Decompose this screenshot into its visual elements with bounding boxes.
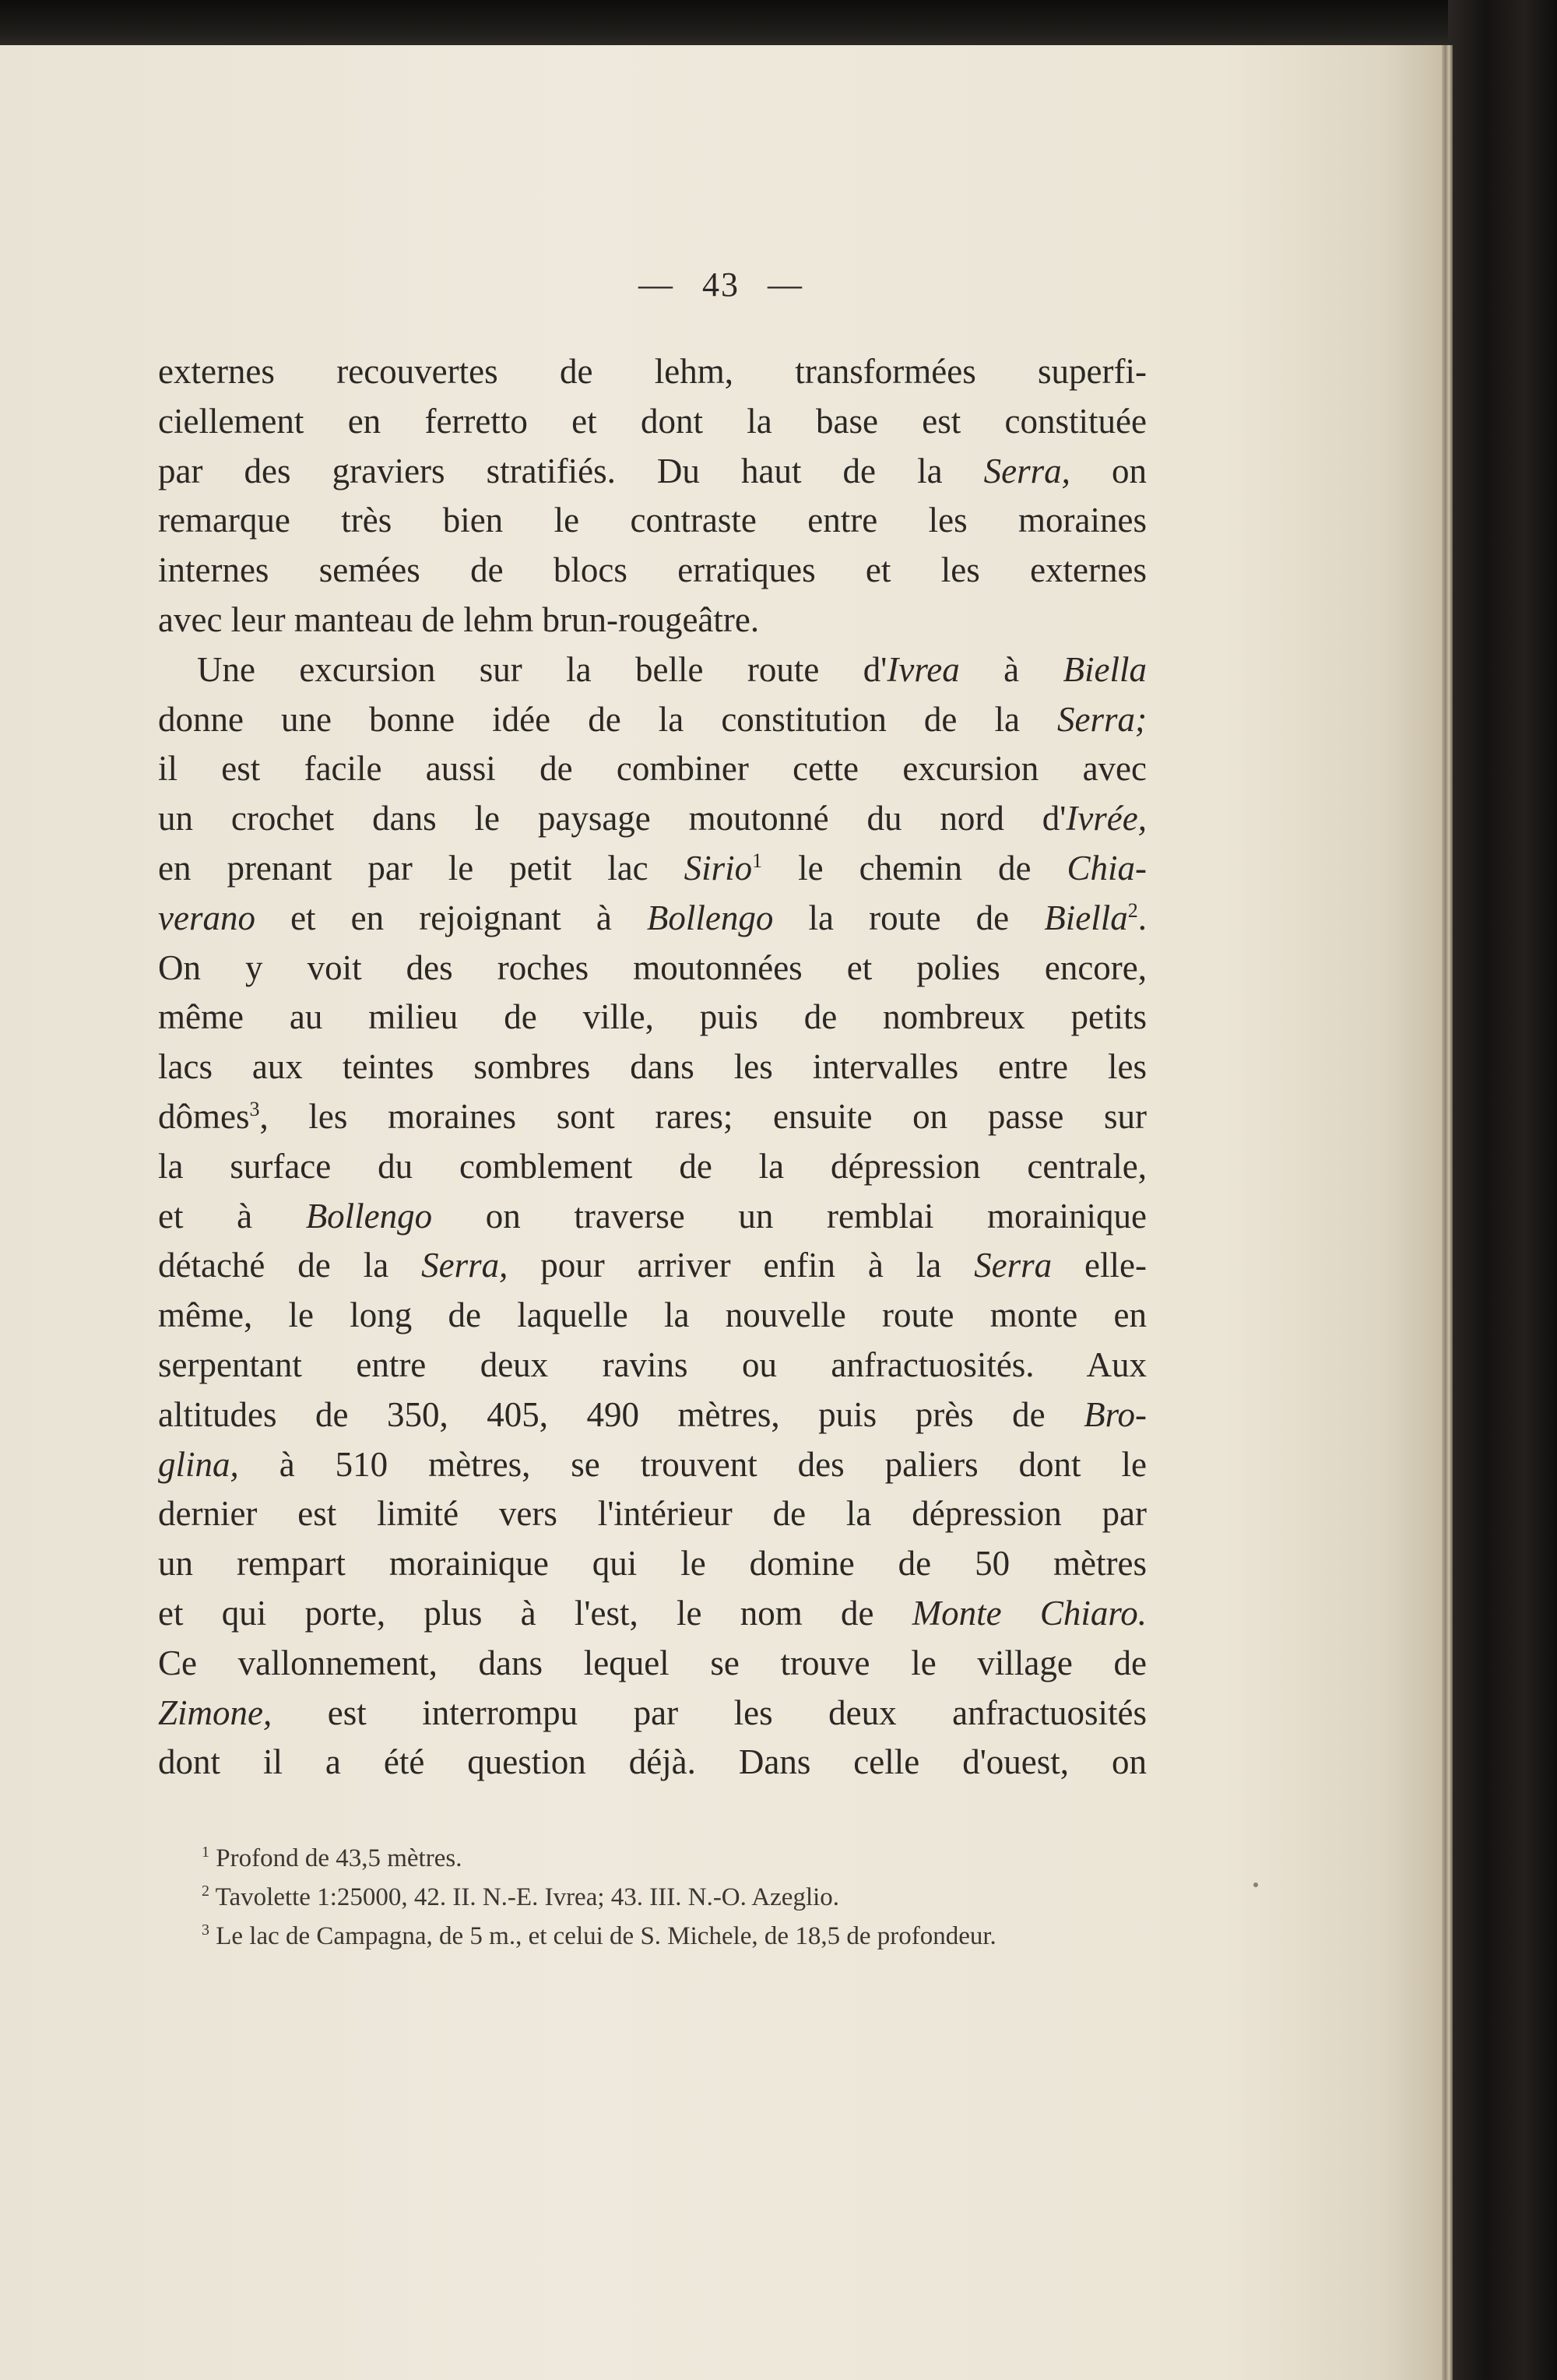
place-name: Ivrée, <box>1066 799 1147 838</box>
text-line <box>158 1440 1147 1490</box>
footnote-text: Tavolette 1:25000, 42. II. N.-E. Ivrea; 43. III. N.-O. Azeglio. <box>215 1883 840 1911</box>
place-name: Serra <box>974 1246 1053 1285</box>
text-run: en prenant par le petit lac <box>158 848 684 888</box>
text-run: un crochet dans le paysage moutonné du nord d' <box>158 799 1067 838</box>
folio-dash-right: — <box>768 265 803 304</box>
text-line: la surface du comblement de la dépression centrale, <box>158 1146 1147 1186</box>
text-line: internes semées de blocs erratiques et les externes <box>158 550 1147 590</box>
text-line: remarque très bien le contraste entre les moraines <box>158 501 1147 540</box>
text-line: Ce vallonnement, dans lequel se trouve le village de <box>158 1643 1147 1682</box>
footnote-text: Le lac de Campagna, de 5 m., et celui de S. Michele, de 18,5 de profondeur. <box>216 1922 996 1950</box>
text-line: il est facile aussi de combiner cette excursion avec <box>158 749 1147 789</box>
text-line <box>158 794 1147 844</box>
text-run: le chemin de <box>762 848 1067 888</box>
place-name: Bro- <box>1084 1394 1147 1434</box>
place-name: verano <box>158 898 255 937</box>
footnote-ref: 3 <box>249 1097 260 1120</box>
text-line <box>158 1092 1147 1142</box>
text-line <box>158 1390 1147 1440</box>
text-run: Une excursion sur la belle route d' <box>197 649 887 689</box>
text-line: serpentant entre deux ravins ou anfractuosités. Aux <box>158 1345 1147 1384</box>
text-run: par des graviers stratifiés. Du haut de la <box>158 451 984 490</box>
text-run: , les moraines sont rares; ensuite on passe sur <box>259 1096 1147 1136</box>
place-name: Serra, <box>983 451 1070 490</box>
text-run: . <box>1137 898 1147 937</box>
text-run: est interrompu par les deux anfractuosités <box>272 1693 1147 1732</box>
text-line <box>158 844 1147 894</box>
text-run: donne une bonne idée de la constitution de la <box>158 699 1058 739</box>
place-name: Bollengo <box>646 898 774 937</box>
book-binding <box>1448 0 1557 2380</box>
place-name: Serra, <box>421 1246 508 1285</box>
text-line: même, le long de laquelle la nouvelle route monte en <box>158 1295 1147 1335</box>
place-name: Bollengo <box>305 1196 433 1236</box>
text-line <box>158 1241 1147 1291</box>
text-line: externes recouvertes de lehm, transformées superfi- <box>158 352 1147 391</box>
text-line: même au milieu de ville, puis de nombreux petits <box>158 997 1147 1037</box>
text-run: dômes <box>158 1096 250 1136</box>
place-name: Biella <box>1044 898 1128 937</box>
footnote <box>158 1839 1147 1878</box>
text-line <box>158 1689 1147 1738</box>
text-run: elle- <box>1052 1246 1147 1285</box>
text-run: on <box>1070 451 1148 490</box>
text-run: on traverse un remblai morainique <box>432 1196 1147 1236</box>
text-line: lacs aux teintes sombres dans les intervalles entre les <box>158 1047 1147 1087</box>
footnote-mark: 1 <box>202 1844 209 1861</box>
text-line: On y voit des roches moutonnées et polies encore, <box>158 947 1147 987</box>
place-name: Biella <box>1063 649 1147 689</box>
text-line <box>158 1589 1147 1639</box>
place-name: Serra; <box>1057 699 1147 739</box>
text-line <box>158 894 1147 944</box>
text-run: pour arriver enfin à la <box>508 1246 975 1285</box>
place-name: Ivrea <box>887 649 960 689</box>
footnote-text: Profond de 43,5 mètres. <box>216 1844 462 1872</box>
text-run: et qui porte, plus à l'est, le nom de <box>158 1593 912 1633</box>
place-name: Chia- <box>1067 848 1147 888</box>
text-line: un rempart morainique qui le domine de 50 mètres <box>158 1544 1147 1584</box>
text-run: altitudes de 350, 405, 490 mètres, puis près de <box>158 1394 1084 1434</box>
text-line: dont il a été question déjà. Dans celle d'ouest, on <box>158 1742 1147 1782</box>
folio-dash-left: — <box>638 265 674 304</box>
binding-top-edge <box>0 0 1557 45</box>
main-text <box>158 347 1147 1788</box>
text-line <box>158 645 1147 695</box>
text-run: et en rejoignant à <box>255 898 647 937</box>
text-line: avec leur manteau de lehm brun-rougeâtre. <box>158 599 760 639</box>
text-run: à <box>959 649 1063 689</box>
folio-number: 43 <box>702 265 740 304</box>
place-name: Zimone, <box>158 1693 272 1732</box>
text-line <box>158 447 1147 497</box>
text-run: et à <box>158 1196 306 1236</box>
place-name: glina, <box>158 1444 239 1484</box>
place-name: Monte Chiaro. <box>912 1593 1147 1633</box>
page-number <box>0 265 1442 304</box>
paper-speck <box>1253 1883 1258 1887</box>
footnotes <box>158 1839 1147 1956</box>
text-run: détaché de la <box>158 1246 422 1285</box>
text-line <box>158 1192 1147 1242</box>
footnote-mark: 2 <box>202 1883 209 1900</box>
page-edge <box>1442 45 1453 2380</box>
footnote-mark: 3 <box>202 1921 209 1939</box>
text-line <box>158 695 1147 745</box>
place-name: Sirio <box>684 848 753 888</box>
footnote <box>158 1917 1147 1956</box>
text-run: la route de <box>773 898 1045 937</box>
footnote-ref: 1 <box>752 849 763 872</box>
footnote-ref: 2 <box>1127 898 1138 922</box>
text-run: à 510 mètres, se trouvent des paliers dont le <box>238 1444 1147 1484</box>
footnote <box>158 1878 1147 1917</box>
text-line: dernier est limité vers l'intérieur de la dépression par <box>158 1494 1147 1534</box>
text-line: ciellement en ferretto et dont la base est constituée <box>158 401 1147 441</box>
